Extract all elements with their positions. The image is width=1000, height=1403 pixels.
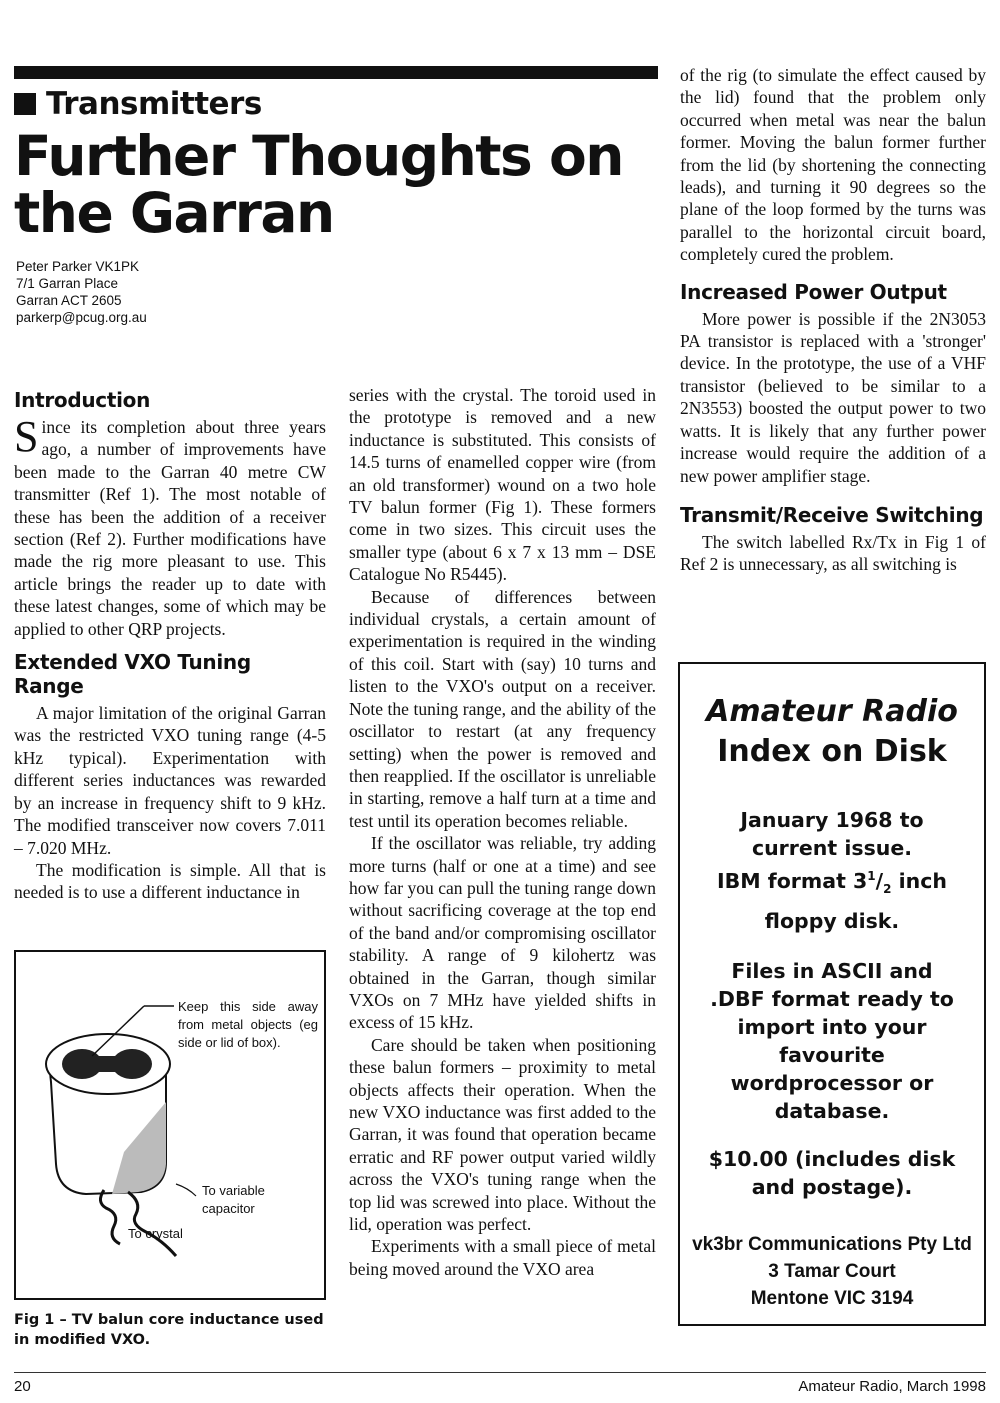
author-address-2: Garran ACT 2605	[16, 293, 122, 308]
footer-rule	[14, 1372, 986, 1373]
ad-line-1: January 1968 to	[740, 808, 924, 832]
ad-street: 3 Tamar Court	[768, 1260, 896, 1282]
column-3	[680, 64, 986, 576]
ad-price-1: $10.00 (includes disk	[708, 1146, 956, 1171]
ad-title-2: Index on Disk	[717, 734, 947, 769]
page-number: 20	[14, 1378, 31, 1395]
heading-switching: Transmit/Receive Switching	[680, 502, 984, 527]
ad-line-4: floppy disk.	[764, 908, 900, 933]
figure-caption: Fig 1 – TV balun core inductance used in modified VXO.	[14, 1312, 324, 1348]
ad-price-2: and postage).	[751, 1174, 913, 1199]
ad-line-3: IBM format $3^1/_2$ inch	[716, 868, 948, 896]
drop-cap: S	[14, 412, 39, 461]
author-address-1: 7/1 Garran Place	[16, 276, 119, 291]
column-2	[349, 384, 656, 1280]
author-email: parkerp@pcug.org.au	[16, 310, 147, 325]
ad-line-7: import into your	[737, 1014, 927, 1039]
article-title: Further Thoughts on the Garran	[14, 124, 623, 245]
heading-power: Increased Power Output	[680, 279, 947, 304]
heading-introduction: Introduction	[14, 388, 151, 412]
figure-1	[14, 950, 326, 1300]
author-name: Peter Parker VK1PK	[16, 259, 140, 274]
col2-paragraph-5: Experiments with a small piece of metal being moved around the VXO area	[349, 1236, 656, 1279]
col2-paragraph-1: series with the crystal. The toroid used in the prototype is removed and a new inductance is substituted. This consists of 14.5 turns of enamelled copper wire (from an old transformer) wound on a two hole TV balun former (Fig 1). These formers come in two sizes. This circuit uses the smaller type (about 6 x 7 x 13 mm – DSE Catalogue No R5445).	[349, 385, 656, 585]
header-rule	[14, 66, 658, 79]
ad-company: vk3br Communications Pty Ltd	[692, 1233, 972, 1255]
pointer-capacitor	[176, 1184, 196, 1196]
author-block	[16, 258, 147, 326]
advertisement	[678, 662, 986, 1326]
lead-capacitor	[128, 1192, 176, 1256]
balun-hole-link	[82, 1056, 132, 1072]
publication-info: Amateur Radio, March 1998	[798, 1378, 986, 1395]
col3-paragraph-1: of the rig (to simulate the effect caused by the lid) found that the problem only occurred when metal was near the balun former. Moving the balun former further from the lid (by shortening the connecting leads), and turning it 90 degrees so the plane of the loop formed by the turns was parallel to the horizontal circuit board, completely cured the problem.	[680, 65, 986, 265]
section-label-text: Transmitters	[46, 86, 262, 122]
intro-paragraph: Since its completion about three years ago, a number of improvements have been made to the Garran 40 metre CW transmitter (Ref 1). The most notable of these has been the addition of a receiver section (Ref 2). Further modifications have made the rig more pleasant to use. This article brings the reader up to date with these latest changes, some of which may be applied to other QRP projects.	[14, 412, 326, 639]
ad-city: Mentone VIC 3194	[750, 1287, 914, 1309]
ad-line-8: favourite	[779, 1042, 885, 1067]
ad-line-2: current issue.	[751, 836, 913, 860]
col3-paragraph-2: More power is possible if the 2N3053 PA transistor is replaced with a 'stronger' device. In the prototype, the use of a VHF transistor (believed to be similar to a 2N3553) boosted the output power to two watts. It is likely that any further power increase would require the addition of a new power amplifier stage.	[680, 308, 986, 486]
ad-title-1: Amateur Radio	[706, 694, 958, 729]
col2-paragraph-3: If the oscillator was reliable, try adding more turns (half or one at a time) and see how far you can pull the tuning range down without sacrificing coverage at the top end of the band and/or compromising oscillator stability. A range of 9 kilohertz was obtained in the Garran, though similar VXOs on 7 MHz have yielded shifts in excess of 15 kHz.	[349, 833, 656, 1033]
section-square-icon	[14, 93, 36, 115]
vxo-paragraph-2: The modification is simple. All that is needed is to use a different inductance in	[14, 859, 326, 903]
vxo-paragraph-1: A major limitation of the original Garran was the restricted VXO tuning range (4-5 kHz typical). Experimentation with different series inductances was rewarded by an increase in frequency shift to 9 kHz. The modified transceiver now covers 7.011 – 7.020 MHz.	[14, 703, 326, 858]
label-keep: Keep this side away from metal objects (eg side or lid of box).	[178, 999, 318, 1050]
section-label	[14, 86, 262, 122]
col3-paragraph-3: The switch labelled Rx/Tx in Fig 1 of Ref 2 is unnecessary, as all switching is	[680, 531, 986, 575]
lead-crystal	[100, 1190, 120, 1244]
col2-paragraph-4: Care should be taken when positioning these balun formers – proximity to metal objects affects their operation. When the new VXO inductance was first added to the Garran, it was found that operation became erratic and RF power output varied wildly across the VXO's tuning range when the top lid was screwed into place. Without the lid, operation was perfect.	[349, 1034, 656, 1235]
ad-line-6: .DBF format ready to	[710, 986, 954, 1011]
heading-vxo: Extended VXO Tuning Range	[14, 650, 251, 699]
column-1	[14, 382, 326, 904]
label-capacitor: To variable capacitor	[202, 1183, 265, 1216]
ad-line-9: wordprocessor or	[730, 1070, 934, 1095]
col2-paragraph-2: Because of differences between individual crystals, a certain amount of experimentation is required in the winding of this coil. Start with (say) 10 turns and listen to the VXO's output on a receiver. Note the tuning range, and the ability of the oscillator to restart (at any frequency setting) when the power is removed and then reapplied. If the oscillator is unreliable in starting, remove a half turn at a time and test until its operation becomes reliable.	[349, 586, 656, 831]
ad-line-5: Files in ASCII and	[731, 958, 933, 983]
ad-line-10: database.	[774, 1098, 890, 1123]
label-crystal: To crystal	[128, 1226, 183, 1241]
